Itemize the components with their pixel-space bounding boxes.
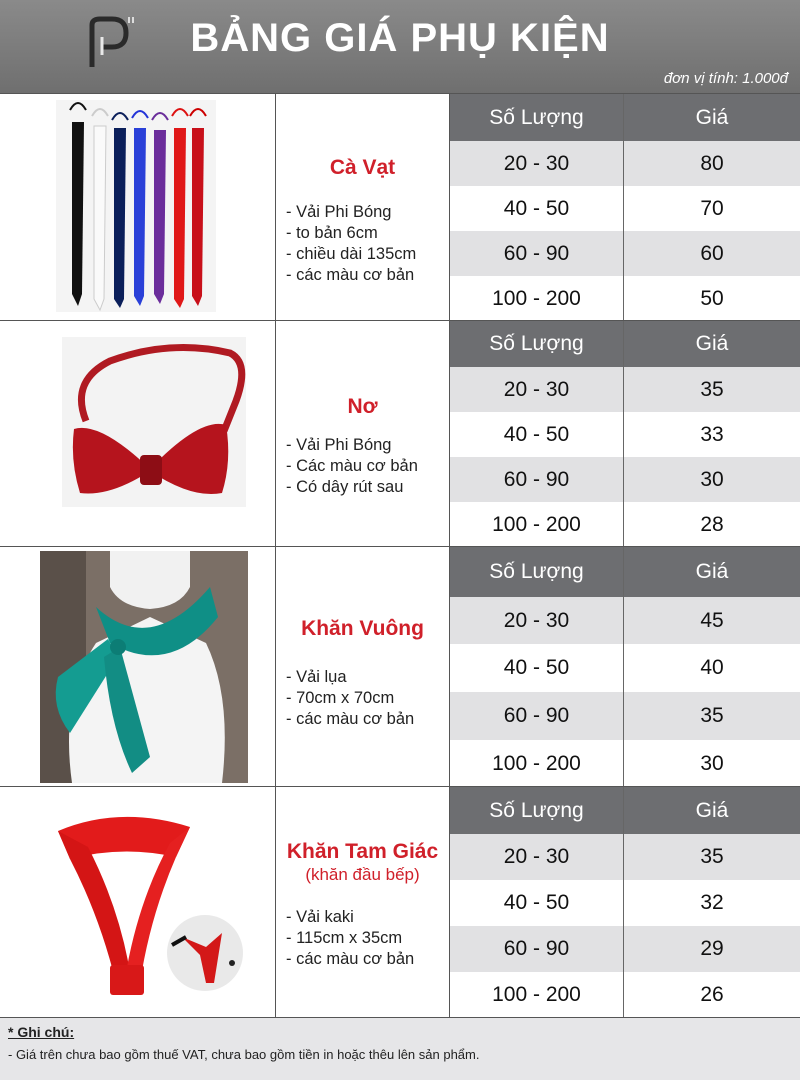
feature-item: - Vải Phi Bóng [286, 436, 392, 454]
qty-cell: 100 - 200 [450, 740, 624, 787]
product-section-bowtie [0, 320, 800, 546]
price-cell: 30 [700, 752, 724, 775]
table-row [450, 972, 800, 1018]
price-header: Giá [695, 106, 729, 129]
qty-cell: 20 - 30 [450, 834, 624, 880]
qty-cell: 20 - 30 [450, 141, 624, 186]
qty-cell: 60 - 90 [450, 457, 624, 502]
price-cell: 35 [700, 845, 724, 868]
price-cell: 80 [700, 152, 724, 175]
price-cell: 40 [700, 656, 724, 679]
table-row [450, 457, 800, 502]
product-section-necktie [0, 93, 800, 320]
table-row [450, 412, 800, 457]
table-row [450, 644, 800, 692]
table-row [450, 276, 800, 321]
qty-cell: 100 - 200 [450, 502, 624, 547]
qty-cell: 20 - 30 [450, 597, 624, 644]
feature-item: - 115cm x 35cm [286, 929, 403, 947]
product-image-cell [0, 787, 276, 1017]
feature-list [286, 435, 451, 498]
bow-tie-icon [0, 321, 276, 546]
qty-header: Số Lượng [450, 547, 624, 597]
note-section [0, 1017, 800, 1080]
price-table-header [450, 94, 800, 141]
product-section-square-scarf [0, 546, 800, 786]
page-title: BẢNG GIÁ PHỤ KIỆN [190, 16, 610, 60]
price-cell: 60 [700, 242, 724, 265]
price-header: Giá [695, 799, 729, 822]
product-description-cell [276, 94, 450, 320]
qty-cell: 40 - 50 [450, 186, 624, 231]
product-image-cell [0, 547, 276, 786]
product-description-cell [276, 787, 450, 1017]
qty-cell: 40 - 50 [450, 644, 624, 692]
price-cell: 29 [700, 937, 724, 960]
qty-cell: 40 - 50 [450, 412, 624, 457]
feature-list [286, 667, 451, 730]
table-row [450, 502, 800, 547]
table-row [450, 597, 800, 644]
square-scarf-icon [0, 547, 276, 786]
table-row [450, 367, 800, 412]
page-header [0, 0, 800, 93]
qty-cell: 60 - 90 [450, 926, 624, 972]
feature-list [286, 202, 451, 286]
feature-item: - to bản 6cm [286, 224, 378, 242]
product-section-chef-scarf [0, 786, 800, 1017]
price-table-header [450, 787, 800, 834]
table-row [450, 186, 800, 231]
price-header: Giá [695, 560, 729, 583]
price-table-header [450, 547, 800, 597]
feature-item: - chiều dài 135cm [286, 245, 417, 263]
product-image-cell [0, 321, 276, 546]
feature-item: - Vải Phi Bóng [286, 203, 392, 221]
qty-header: Số Lượng [450, 94, 624, 141]
note-text: - Giá trên chưa bao gồm thuế VAT, chưa bao gồm tiền in hoặc thêu lên sản phẩm. [8, 1047, 480, 1062]
table-row [450, 692, 800, 740]
product-name: Nơ [347, 395, 378, 418]
product-subtitle: (khăn đầu bếp) [305, 865, 420, 884]
necktie-set-icon [0, 94, 276, 320]
qty-cell: 20 - 30 [450, 367, 624, 412]
table-row [450, 834, 800, 880]
price-cell: 45 [700, 609, 724, 632]
price-table [450, 787, 800, 1017]
price-cell: 70 [700, 197, 724, 220]
table-row [450, 880, 800, 926]
unit-label: đơn vị tính: 1.000đ [663, 70, 788, 87]
feature-item: - Vải kaki [286, 908, 354, 926]
table-row [450, 231, 800, 276]
price-cell: 32 [700, 891, 724, 914]
product-name: Khăn Tam Giác [286, 840, 439, 863]
qty-header: Số Lượng [450, 787, 624, 834]
feature-item: - các màu cơ bản [286, 950, 415, 968]
table-row [450, 141, 800, 186]
product-name: Cà Vạt [329, 156, 396, 179]
qty-cell: 40 - 50 [450, 880, 624, 926]
qty-cell: 60 - 90 [450, 692, 624, 740]
feature-item: - Các màu cơ bản [286, 457, 418, 475]
price-table [450, 321, 800, 546]
price-cell: 35 [700, 704, 724, 727]
qty-header: Số Lượng [450, 321, 624, 367]
feature-item: - Có dây rút sau [286, 478, 404, 496]
price-cell: 35 [700, 378, 724, 401]
price-table [450, 547, 800, 786]
feature-item: - các màu cơ bản [286, 710, 415, 728]
note-title: * Ghi chú: [8, 1024, 75, 1040]
price-header: Giá [695, 332, 729, 355]
qty-cell: 100 - 200 [450, 276, 624, 321]
product-description-cell [276, 547, 450, 786]
table-row [450, 740, 800, 787]
product-name: Khăn Vuông [301, 617, 424, 640]
price-cell: 28 [700, 513, 724, 536]
price-cell: 30 [700, 468, 724, 491]
price-table-header [450, 321, 800, 367]
price-cell: 33 [700, 423, 724, 446]
table-row [450, 926, 800, 972]
chef-scarf-icon [0, 787, 276, 1017]
product-description-cell [276, 321, 450, 546]
feature-item: - 70cm x 70cm [286, 689, 395, 707]
price-table [450, 94, 800, 320]
price-cell: 50 [700, 287, 724, 310]
price-cell: 26 [700, 983, 724, 1006]
feature-item: - Vải lụa [286, 668, 347, 686]
feature-list [286, 907, 451, 970]
feature-item: - các màu cơ bản [286, 266, 415, 284]
qty-cell: 100 - 200 [450, 972, 624, 1018]
qty-cell: 60 - 90 [450, 231, 624, 276]
product-image-cell [0, 94, 276, 320]
